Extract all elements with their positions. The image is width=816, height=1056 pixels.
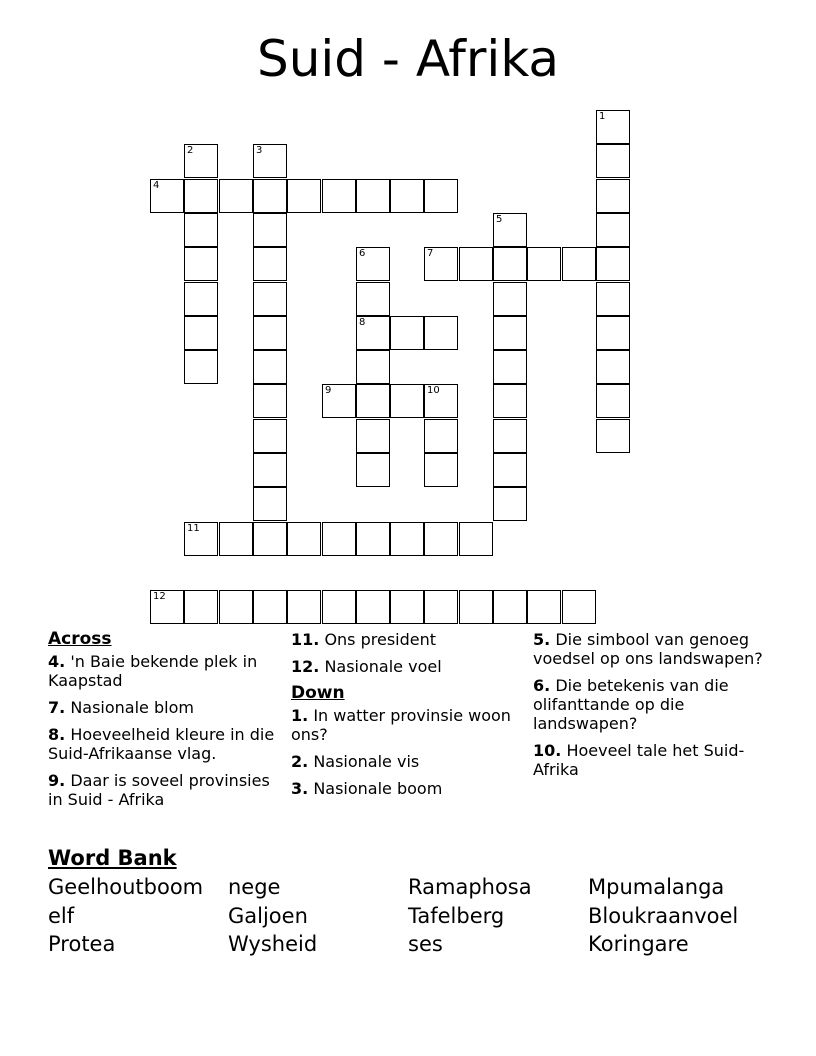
crossword-cell[interactable] [184, 522, 218, 556]
word-bank-word: Geelhoutboom [48, 875, 204, 899]
clue-number: 11. [291, 630, 320, 649]
word-bank-word: Galjoen [228, 904, 308, 928]
crossword-cell[interactable] [424, 522, 458, 556]
clue-number: 9. [48, 771, 66, 790]
clue-text: Nasionale blom [70, 698, 194, 717]
word-bank-heading: Word Bank [48, 846, 177, 870]
clues-column-1 [48, 630, 283, 817]
word-bank-word: Mpumalanga [588, 875, 725, 899]
across-clue-12 [291, 657, 526, 676]
crossword-cell[interactable] [493, 213, 527, 247]
down-clue-6 [533, 676, 768, 733]
crossword-cell[interactable] [596, 282, 630, 316]
cell-number: 3 [256, 145, 263, 156]
crossword-cell[interactable] [184, 350, 218, 384]
crossword-cell[interactable] [253, 144, 287, 178]
crossword-cell[interactable] [184, 144, 218, 178]
word-bank-word: Tafelberg [408, 904, 505, 928]
crossword-cell[interactable] [253, 522, 287, 556]
clue-text: Hoeveelheid kleure in die Suid-Afrikaanse vlag. [48, 725, 275, 763]
crossword-cell[interactable] [493, 316, 527, 350]
cell-number: 6 [359, 248, 366, 259]
crossword-cell[interactable] [527, 590, 561, 624]
cell-number: 12 [153, 591, 166, 602]
crossword-cell[interactable] [493, 350, 527, 384]
crossword-cell[interactable] [287, 522, 321, 556]
crossword-cell[interactable] [184, 590, 218, 624]
clues-column-2 [291, 630, 526, 806]
word-bank-word: Ramaphosa [408, 875, 532, 899]
clue-number: 6. [533, 676, 551, 695]
crossword-cell[interactable] [493, 282, 527, 316]
across-heading: Across [48, 629, 112, 649]
clue-text: Ons president [324, 630, 437, 649]
crossword-cell[interactable] [322, 522, 356, 556]
page-title: Suid - Afrika [256, 30, 560, 88]
clue-number: 2. [291, 752, 309, 771]
word-bank-word: elf [48, 904, 75, 928]
crossword-cell[interactable] [493, 247, 527, 281]
clue-text: Nasionale vis [313, 752, 420, 771]
crossword-cell[interactable] [493, 384, 527, 418]
crossword-cell[interactable] [493, 453, 527, 487]
crossword-cell[interactable] [356, 316, 390, 350]
clue-text: Die betekenis van die olifanttande op die landswapen? [533, 676, 729, 733]
crossword-cell[interactable] [596, 419, 630, 453]
crossword-cell[interactable] [219, 590, 253, 624]
crossword-cell[interactable] [356, 179, 390, 213]
crossword-cell[interactable] [356, 282, 390, 316]
cell-number: 11 [187, 523, 200, 534]
crossword-cell[interactable] [184, 247, 218, 281]
cell-number: 4 [153, 180, 160, 191]
crossword-cell[interactable] [424, 419, 458, 453]
crossword-cell[interactable] [253, 487, 287, 521]
crossword-cell[interactable] [459, 247, 493, 281]
crossword-cell[interactable] [287, 590, 321, 624]
crossword-cell[interactable] [493, 419, 527, 453]
crossword-cell[interactable] [356, 590, 390, 624]
crossword-cell[interactable] [253, 384, 287, 418]
crossword-cell[interactable] [356, 453, 390, 487]
crossword-cell[interactable] [390, 590, 424, 624]
crossword-cell[interactable] [596, 384, 630, 418]
crossword-cell[interactable] [562, 590, 596, 624]
cell-number: 5 [496, 214, 503, 225]
crossword-cell[interactable] [184, 282, 218, 316]
crossword-cell[interactable] [253, 247, 287, 281]
crossword-cell[interactable] [253, 350, 287, 384]
clue-number: 3. [291, 779, 309, 798]
word-bank-word: Wysheid [228, 932, 318, 956]
crossword-cell[interactable] [356, 522, 390, 556]
crossword-cell[interactable] [390, 179, 424, 213]
across-clue-11 [291, 630, 526, 649]
clue-text: Nasionale boom [313, 779, 443, 798]
across-clue-7 [48, 698, 283, 717]
crossword-cell[interactable] [253, 590, 287, 624]
down-clue-10 [533, 741, 768, 779]
crossword-cell[interactable] [219, 522, 253, 556]
clue-number: 1. [291, 706, 309, 725]
down-clue-3 [291, 779, 526, 798]
crossword-cell[interactable] [356, 350, 390, 384]
crossword-cell[interactable] [390, 522, 424, 556]
crossword-cell[interactable] [493, 487, 527, 521]
clues-column-3 [533, 630, 768, 787]
crossword-cell[interactable] [356, 384, 390, 418]
crossword-cell[interactable] [184, 179, 218, 213]
crossword-cell[interactable] [459, 522, 493, 556]
across-clue-8 [48, 725, 283, 763]
word-bank-word: ses [408, 932, 443, 956]
cell-number: 7 [427, 248, 434, 259]
clue-text: Daar is soveel provinsies in Suid - Afrika [48, 771, 270, 809]
crossword-cell[interactable] [596, 213, 630, 247]
crossword-cell[interactable] [596, 179, 630, 213]
cell-number: 8 [359, 317, 366, 328]
crossword-cell[interactable] [322, 179, 356, 213]
crossword-cell[interactable] [150, 590, 184, 624]
crossword-cell[interactable] [287, 179, 321, 213]
crossword-cell[interactable] [424, 384, 458, 418]
word-bank-word: nege [228, 875, 281, 899]
word-bank-word: Protea [48, 932, 116, 956]
clue-number: 5. [533, 630, 551, 649]
crossword-cell[interactable] [424, 590, 458, 624]
clue-number: 8. [48, 725, 66, 744]
clue-text: 'n Baie bekende plek in Kaapstad [48, 652, 258, 690]
crossword-cell[interactable] [424, 247, 458, 281]
cell-number: 10 [427, 385, 440, 396]
down-clue-5 [533, 630, 768, 668]
clue-number: 12. [291, 657, 320, 676]
clue-number: 4. [48, 652, 66, 671]
crossword-cell[interactable] [184, 316, 218, 350]
crossword-cell[interactable] [424, 179, 458, 213]
crossword-cell[interactable] [596, 144, 630, 178]
word-bank-word: Koringare [588, 932, 689, 956]
crossword-cell[interactable] [493, 590, 527, 624]
crossword-cell[interactable] [596, 110, 630, 144]
crossword-cell[interactable] [596, 350, 630, 384]
crossword-cell[interactable] [322, 590, 356, 624]
cell-number: 9 [325, 385, 332, 396]
crossword-cell[interactable] [253, 213, 287, 247]
cell-number: 2 [187, 145, 194, 156]
crossword-cell[interactable] [184, 213, 218, 247]
crossword-cell[interactable] [424, 453, 458, 487]
crossword-cell[interactable] [596, 247, 630, 281]
clue-text: Hoeveel tale het Suid-Afrika [533, 741, 745, 779]
crossword-cell[interactable] [253, 453, 287, 487]
crossword-cell[interactable] [219, 179, 253, 213]
crossword-cell[interactable] [562, 247, 596, 281]
cell-number: 1 [599, 111, 606, 122]
clue-number: 7. [48, 698, 66, 717]
down-clue-1 [291, 706, 526, 744]
crossword-cell[interactable] [459, 590, 493, 624]
word-bank-word: Bloukraanvoel [588, 904, 739, 928]
down-heading: Down [291, 683, 345, 703]
crossword-cell[interactable] [253, 316, 287, 350]
across-clue-4 [48, 652, 283, 690]
crossword-cell[interactable] [253, 282, 287, 316]
crossword-cell[interactable] [390, 384, 424, 418]
clue-text: In watter provinsie woon ons? [291, 706, 511, 744]
crossword-cell[interactable] [596, 316, 630, 350]
clue-number: 10. [533, 741, 562, 760]
crossword-cell[interactable] [322, 384, 356, 418]
clue-text: Die simbool van genoeg voedsel op ons landswapen? [533, 630, 763, 668]
crossword-cell[interactable] [150, 179, 184, 213]
clue-text: Nasionale voel [324, 657, 442, 676]
crossword-cell[interactable] [356, 247, 390, 281]
crossword-cell[interactable] [527, 247, 561, 281]
crossword-cell[interactable] [424, 316, 458, 350]
crossword-cell[interactable] [253, 419, 287, 453]
crossword-cell[interactable] [390, 316, 424, 350]
crossword-cell[interactable] [253, 179, 287, 213]
crossword-cell[interactable] [356, 419, 390, 453]
down-clue-2 [291, 752, 526, 771]
across-clue-9 [48, 771, 283, 809]
